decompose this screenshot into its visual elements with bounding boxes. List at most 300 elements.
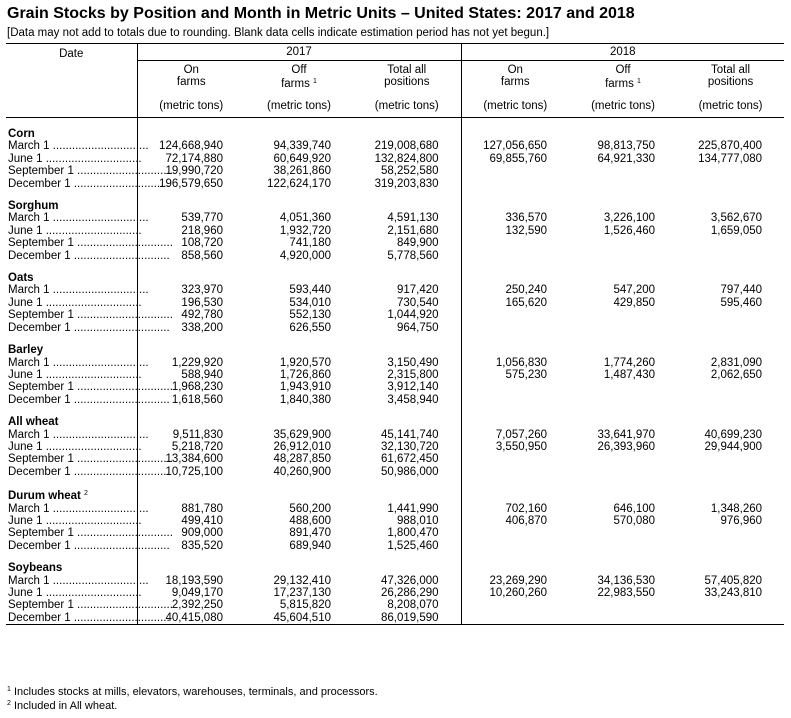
crop-name: Durum wheat xyxy=(8,490,81,503)
value-cell: 94,339,740 xyxy=(273,140,331,153)
value-cell: 5,815,820 xyxy=(279,599,331,612)
value-cell: 909,000 xyxy=(137,527,245,539)
unit-label: (metric tons) xyxy=(137,95,245,118)
date-label: March 1 xyxy=(8,140,50,153)
date-label: March 1 xyxy=(8,284,50,297)
table-row xyxy=(6,284,784,296)
value-cell: 18,193,590 xyxy=(137,575,245,587)
value-cell: 3,562,670 xyxy=(710,212,763,225)
value-cell: 23,269,290 xyxy=(461,575,569,587)
date-cell xyxy=(6,465,170,478)
value-cell: 730,540 xyxy=(396,296,439,309)
crop-name: Soybeans xyxy=(8,562,63,575)
value-cell xyxy=(461,466,569,478)
leader-dots: .............................. xyxy=(49,284,149,297)
column-header-total-all-positions xyxy=(353,61,461,96)
value-cell: 1,800,470 xyxy=(387,527,439,540)
footnote-mark: 2 xyxy=(7,700,11,707)
leader-dots: .............................. xyxy=(49,428,149,441)
value-cell: 9,049,170 xyxy=(137,587,245,599)
value-cell: 560,200 xyxy=(289,502,331,515)
table-row xyxy=(6,527,784,539)
column-header-on-farms xyxy=(461,61,569,96)
date-label: December 1 xyxy=(8,321,71,334)
column-header-line: Total all xyxy=(711,64,751,76)
date-cell xyxy=(6,393,170,406)
value-cell xyxy=(569,394,677,406)
value-cell: 34,136,530 xyxy=(597,574,656,587)
value-cell: 338,200 xyxy=(137,322,245,334)
value-cell: 60,649,920 xyxy=(273,152,331,165)
value-cell: 225,870,400 xyxy=(698,140,763,153)
table-row xyxy=(6,297,784,309)
date-cell xyxy=(6,309,173,322)
column-header-on-farms xyxy=(137,61,245,96)
table-row xyxy=(6,381,784,393)
table-row xyxy=(6,309,784,321)
value-cell: 35,629,900 xyxy=(273,428,331,441)
column-header-line: Total all xyxy=(387,64,427,76)
value-cell: 1,526,460 xyxy=(603,224,656,237)
value-cell: 2,831,090 xyxy=(710,356,763,369)
value-cell: 1,968,230 xyxy=(137,381,245,393)
value-cell: 9,511,830 xyxy=(137,429,245,441)
value-cell: 988,010 xyxy=(396,514,439,527)
crop-header-row xyxy=(6,200,784,212)
value-cell: 13,384,600 xyxy=(137,453,245,465)
leader-dots: .............................. xyxy=(42,514,142,527)
value-cell: 3,226,100 xyxy=(603,212,656,225)
table-row xyxy=(6,575,784,587)
date-cell xyxy=(6,514,142,527)
date-cell xyxy=(6,599,173,612)
column-header-line: Off xyxy=(615,64,631,76)
value-cell: 33,641,970 xyxy=(597,428,656,441)
date-label: September 1 xyxy=(8,453,74,466)
value-cell: 626,550 xyxy=(289,321,331,334)
date-label: June 1 xyxy=(8,152,43,165)
table-row xyxy=(6,394,784,406)
value-cell: 4,920,000 xyxy=(279,249,331,262)
value-cell: 797,440 xyxy=(720,284,763,297)
value-cell: 891,470 xyxy=(289,527,331,540)
leader-dots: .............................. xyxy=(73,527,173,540)
date-cell xyxy=(6,177,170,190)
date-label: June 1 xyxy=(8,440,43,453)
value-cell xyxy=(461,394,569,406)
value-cell: 1,726,860 xyxy=(279,368,331,381)
value-cell: 64,921,330 xyxy=(597,152,656,165)
value-cell: 40,415,080 xyxy=(137,612,245,625)
table-row xyxy=(6,178,784,190)
value-cell: 492,780 xyxy=(137,309,245,321)
footnote-ref: 1 xyxy=(313,78,317,86)
value-cell xyxy=(461,178,569,190)
value-cell: 858,560 xyxy=(137,250,245,262)
value-cell: 3,550,950 xyxy=(461,441,569,453)
table-row xyxy=(6,357,784,369)
table-row xyxy=(6,429,784,441)
value-cell xyxy=(461,165,569,177)
date-cell xyxy=(6,296,142,309)
value-cell: 741,180 xyxy=(289,237,331,250)
value-cell: 108,720 xyxy=(137,237,245,249)
date-label: June 1 xyxy=(8,368,43,381)
column-header-line: farms xyxy=(500,76,530,89)
column-header-off-farms xyxy=(569,61,677,96)
table-row xyxy=(6,250,784,262)
value-cell xyxy=(569,250,677,262)
value-cell xyxy=(569,309,677,321)
value-cell: 488,600 xyxy=(289,514,331,527)
value-cell: 86,019,590 xyxy=(353,612,461,625)
value-cell: 534,010 xyxy=(289,296,331,309)
crop-header-row xyxy=(6,128,784,140)
value-cell: 132,590 xyxy=(461,225,569,237)
table-row xyxy=(6,212,784,224)
table-row xyxy=(6,441,784,453)
footnote-text: Included in All wheat. xyxy=(13,700,118,712)
leader-dots: .............................. xyxy=(73,453,173,466)
value-cell xyxy=(569,453,677,465)
date-cell xyxy=(6,453,173,466)
value-cell: 7,057,260 xyxy=(461,429,569,441)
value-cell: 19,990,720 xyxy=(137,165,245,177)
value-cell: 917,420 xyxy=(396,284,439,297)
footnote-1 xyxy=(7,686,378,698)
date-cell xyxy=(6,381,173,394)
leader-dots: .............................. xyxy=(49,212,149,225)
date-label: September 1 xyxy=(8,165,74,178)
column-header-line: farms xyxy=(176,76,206,89)
table-row xyxy=(6,237,784,249)
crop-header-row xyxy=(6,562,784,574)
footnote-2 xyxy=(7,700,117,712)
date-cell xyxy=(6,368,142,381)
spacer-row xyxy=(6,334,784,344)
table-row xyxy=(6,466,784,478)
value-cell: 539,770 xyxy=(137,212,245,224)
value-cell: 575,230 xyxy=(461,369,569,381)
value-cell: 26,393,960 xyxy=(597,440,656,453)
table-row xyxy=(6,165,784,177)
crop-header-row xyxy=(6,416,784,428)
date-label: March 1 xyxy=(8,574,50,587)
value-cell: 1,044,920 xyxy=(387,309,439,322)
value-cell: 1,487,430 xyxy=(603,368,656,381)
date-label: March 1 xyxy=(8,428,50,441)
date-cell xyxy=(6,152,142,165)
value-cell: 32,130,720 xyxy=(380,440,439,453)
leader-dots: .............................. xyxy=(42,224,142,237)
date-cell xyxy=(6,284,149,297)
value-cell xyxy=(569,466,677,478)
value-cell: 1,659,050 xyxy=(710,224,763,237)
value-cell xyxy=(677,309,784,321)
leader-dots: .............................. xyxy=(70,177,170,190)
value-cell xyxy=(677,165,784,177)
value-cell: 165,620 xyxy=(461,297,569,309)
report-title: Grain Stocks by Position and Month in Metric Units – United States: 2017 and 2018 xyxy=(7,5,635,22)
value-cell: 48,287,850 xyxy=(273,453,331,466)
value-cell: 45,141,740 xyxy=(380,428,439,441)
date-cell xyxy=(6,428,149,441)
crop-name: Sorghum xyxy=(8,200,59,213)
value-cell: 835,520 xyxy=(137,540,245,552)
table-row xyxy=(6,225,784,237)
value-cell: 336,570 xyxy=(461,212,569,224)
value-cell: 702,160 xyxy=(461,503,569,515)
footnote-mark: 1 xyxy=(7,686,11,693)
column-header-line: positions xyxy=(707,76,754,89)
date-label: March 1 xyxy=(8,502,50,515)
column-header-line: farms xyxy=(281,78,310,91)
unit-label: (metric tons) xyxy=(245,95,353,118)
value-cell: 323,970 xyxy=(137,284,245,296)
leader-dots: .............................. xyxy=(73,237,173,250)
value-cell: 976,960 xyxy=(720,514,763,527)
value-cell: 1,348,260 xyxy=(710,502,763,515)
leader-dots: .............................. xyxy=(42,587,142,599)
date-label: December 1 xyxy=(8,465,71,478)
value-cell: 1,441,990 xyxy=(387,502,439,515)
value-cell: 10,725,100 xyxy=(137,466,245,478)
value-cell: 33,243,810 xyxy=(704,587,763,599)
spacer-row xyxy=(6,118,784,129)
value-cell xyxy=(569,381,677,393)
value-cell xyxy=(569,165,677,177)
value-cell: 595,460 xyxy=(720,296,763,309)
value-cell: 1,943,910 xyxy=(279,381,331,394)
crop-name: Barley xyxy=(8,344,44,357)
value-cell: 2,062,650 xyxy=(710,368,763,381)
value-cell xyxy=(569,612,677,625)
value-cell: 1,774,260 xyxy=(603,356,656,369)
date-cell xyxy=(6,527,173,540)
value-cell: 72,174,880 xyxy=(137,153,245,165)
date-cell xyxy=(6,611,170,625)
leader-dots: .............................. xyxy=(70,465,170,478)
value-cell: 29,132,410 xyxy=(273,574,331,587)
date-label: September 1 xyxy=(8,527,74,540)
table-row xyxy=(6,153,784,165)
table-row xyxy=(6,322,784,334)
value-cell xyxy=(569,322,677,334)
value-cell: 429,850 xyxy=(613,296,656,309)
value-cell: 1,840,380 xyxy=(279,393,331,406)
leader-dots: .............................. xyxy=(73,599,173,612)
value-cell xyxy=(461,540,569,552)
value-cell xyxy=(461,322,569,334)
leader-dots: .............................. xyxy=(73,309,173,322)
date-label: June 1 xyxy=(8,587,43,599)
value-cell: 593,440 xyxy=(289,284,331,297)
table-row xyxy=(6,140,784,152)
value-cell: 3,458,940 xyxy=(387,393,439,406)
date-label: June 1 xyxy=(8,514,43,527)
date-label: September 1 xyxy=(8,237,74,250)
date-cell xyxy=(6,502,149,515)
value-cell: 3,912,140 xyxy=(387,381,439,394)
value-cell: 4,051,360 xyxy=(279,212,331,225)
leader-dots: .............................. xyxy=(70,249,170,262)
value-cell: 132,824,800 xyxy=(374,152,439,165)
value-cell: 4,591,130 xyxy=(387,212,439,225)
value-cell xyxy=(677,527,784,539)
value-cell xyxy=(569,527,677,539)
value-cell: 219,008,680 xyxy=(374,140,439,153)
value-cell: 5,218,720 xyxy=(137,441,245,453)
value-cell: 134,777,080 xyxy=(698,152,763,165)
value-cell: 1,229,920 xyxy=(137,357,245,369)
unit-label: (metric tons) xyxy=(677,95,784,118)
value-cell xyxy=(677,250,784,262)
table-row xyxy=(6,587,784,599)
date-label: December 1 xyxy=(8,393,71,406)
value-cell: 127,056,650 xyxy=(461,140,569,152)
value-cell xyxy=(569,178,677,190)
value-cell xyxy=(569,237,677,249)
value-cell: 26,912,010 xyxy=(273,440,331,453)
unit-label: (metric tons) xyxy=(353,95,461,118)
date-label: September 1 xyxy=(8,599,74,612)
value-cell: 26,286,290 xyxy=(380,587,439,599)
value-cell: 849,900 xyxy=(396,237,439,250)
value-cell: 58,252,580 xyxy=(380,165,439,178)
crop-name: All wheat xyxy=(8,416,59,429)
table-row xyxy=(6,540,784,552)
value-cell xyxy=(677,540,784,552)
column-header-line: On xyxy=(507,64,523,76)
date-cell xyxy=(6,587,142,599)
crop-header-row xyxy=(6,488,784,502)
date-label: June 1 xyxy=(8,224,43,237)
spacer-row xyxy=(6,478,784,488)
table-row xyxy=(6,369,784,381)
spacer-row xyxy=(6,262,784,272)
value-cell: 69,855,760 xyxy=(461,153,569,165)
date-label: December 1 xyxy=(8,249,71,262)
value-cell: 196,530 xyxy=(137,297,245,309)
unit-label: (metric tons) xyxy=(569,95,677,118)
value-cell: 2,315,800 xyxy=(387,368,439,381)
table-row xyxy=(6,599,784,611)
leader-dots: .............................. xyxy=(73,165,173,178)
value-cell: 964,750 xyxy=(396,321,439,334)
leader-dots: .............................. xyxy=(70,321,170,334)
value-cell: 250,240 xyxy=(461,284,569,296)
footnote-ref: 1 xyxy=(637,78,641,86)
date-label: December 1 xyxy=(8,611,71,624)
value-cell: 57,405,820 xyxy=(704,574,763,587)
value-cell: 881,780 xyxy=(137,503,245,515)
unit-label: (metric tons) xyxy=(461,95,569,118)
date-label: March 1 xyxy=(8,356,50,369)
leader-dots: .............................. xyxy=(49,140,149,153)
table-row xyxy=(6,612,784,625)
value-cell: 22,983,550 xyxy=(597,587,656,599)
value-cell xyxy=(677,612,784,625)
value-cell xyxy=(461,527,569,539)
date-cell xyxy=(6,165,173,178)
value-cell: 406,870 xyxy=(461,515,569,527)
value-cell: 1,056,830 xyxy=(461,357,569,369)
date-label: March 1 xyxy=(8,212,50,225)
date-label: December 1 xyxy=(8,177,71,190)
table-row xyxy=(6,515,784,527)
leader-dots: .............................. xyxy=(49,356,149,369)
value-cell: 10,260,260 xyxy=(461,587,569,599)
date-cell xyxy=(6,574,149,587)
crop-name: Oats xyxy=(8,272,34,285)
date-cell xyxy=(6,539,170,552)
year-2018-header: 2018 xyxy=(461,44,784,61)
report-subtitle: [Data may not add to totals due to rounding. Blank data cells indicate estimation period has not yet begun.] xyxy=(7,27,550,39)
value-cell: 1,618,560 xyxy=(137,394,245,406)
spacer-row xyxy=(6,406,784,416)
value-cell: 3,150,490 xyxy=(387,356,439,369)
value-cell xyxy=(461,599,569,611)
leader-dots: .............................. xyxy=(42,368,142,381)
date-cell xyxy=(6,237,173,250)
value-cell xyxy=(677,381,784,393)
leader-dots: .............................. xyxy=(42,440,142,453)
value-cell: 17,237,130 xyxy=(273,587,331,599)
spacer-row xyxy=(6,190,784,200)
value-cell xyxy=(677,453,784,465)
crop-header-row xyxy=(6,272,784,284)
value-cell: 61,672,450 xyxy=(380,453,439,466)
leader-dots: .............................. xyxy=(49,502,149,515)
value-cell xyxy=(677,322,784,334)
value-cell: 570,080 xyxy=(613,514,656,527)
footnote-text: Includes stocks at mills, elevators, warehouses, terminals, and processors. xyxy=(13,686,378,698)
value-cell: 588,940 xyxy=(137,369,245,381)
value-cell: 1,932,720 xyxy=(279,224,331,237)
value-cell: 499,410 xyxy=(137,515,245,527)
value-cell: 40,260,900 xyxy=(273,465,331,478)
column-header-off-farms xyxy=(245,61,353,96)
value-cell: 50,986,000 xyxy=(380,465,439,478)
grain-stocks-table xyxy=(6,43,784,625)
value-cell xyxy=(461,250,569,262)
value-cell: 218,960 xyxy=(137,225,245,237)
value-cell xyxy=(677,466,784,478)
date-label: June 1 xyxy=(8,296,43,309)
value-cell: 689,940 xyxy=(289,539,331,552)
footnote-ref: 2 xyxy=(84,490,88,498)
value-cell xyxy=(569,599,677,611)
spacer-row xyxy=(6,552,784,562)
leader-dots: .............................. xyxy=(70,611,170,624)
year-2017-header: 2017 xyxy=(137,44,461,61)
date-cell xyxy=(6,321,170,334)
date-label: September 1 xyxy=(8,381,74,394)
value-cell: 5,778,560 xyxy=(387,249,439,262)
value-cell: 122,624,170 xyxy=(267,177,331,190)
value-cell: 40,699,230 xyxy=(704,428,763,441)
leader-dots: .............................. xyxy=(42,296,142,309)
date-column-header: Date xyxy=(6,44,137,118)
value-cell xyxy=(677,394,784,406)
date-cell xyxy=(6,140,149,153)
value-cell: 1,525,460 xyxy=(387,539,439,552)
column-header-line: positions xyxy=(384,76,430,89)
crop-header-row xyxy=(6,344,784,356)
value-cell xyxy=(461,453,569,465)
value-cell xyxy=(461,309,569,321)
value-cell: 47,326,000 xyxy=(380,574,439,587)
